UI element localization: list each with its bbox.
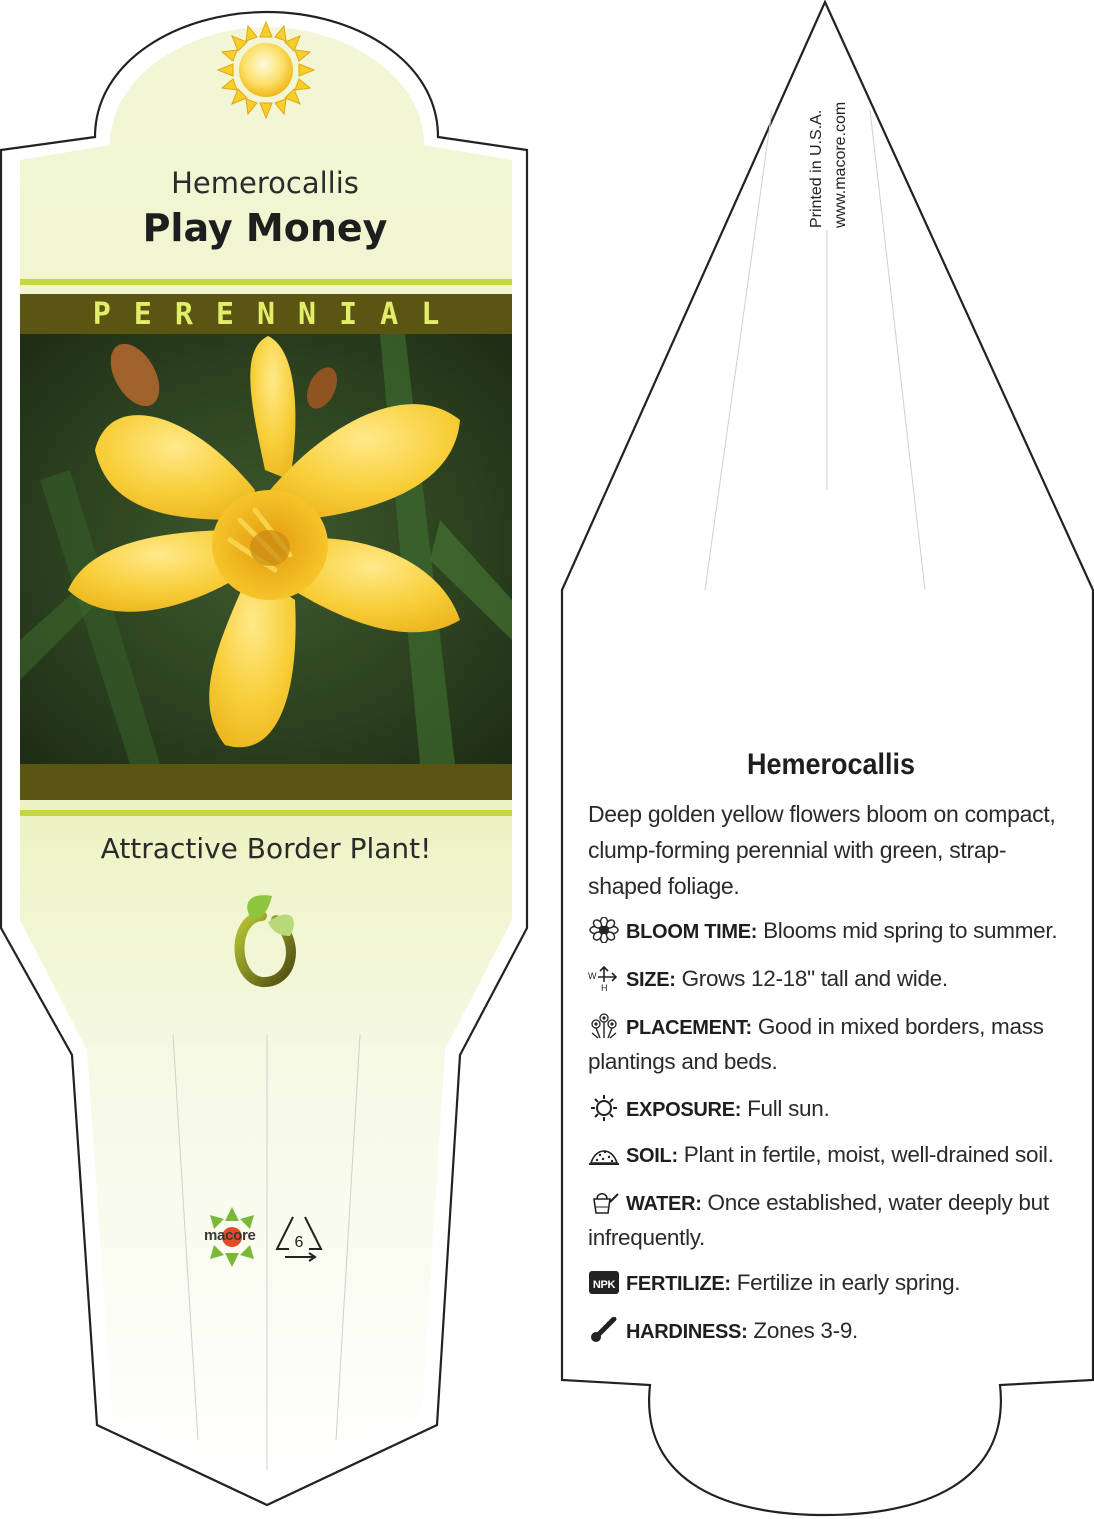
recycle-code: 6 bbox=[294, 1234, 304, 1251]
back-title: Hemerocallis bbox=[746, 748, 916, 781]
soil-label: SOIL: bbox=[626, 1145, 678, 1167]
info-soil bbox=[588, 1138, 1073, 1173]
water-label: WATER: bbox=[626, 1193, 702, 1215]
bottom-stripe bbox=[20, 810, 512, 816]
fertilize-label: FERTILIZE: bbox=[626, 1273, 731, 1295]
soil-value: Plant in fertile, moist, well-drained soil. bbox=[683, 1142, 1054, 1167]
info-fertilize bbox=[588, 1266, 1073, 1301]
website-label: www.macore.com bbox=[832, 101, 849, 228]
info-water bbox=[588, 1186, 1073, 1255]
fertilize-value: Fertilize in early spring. bbox=[736, 1270, 961, 1295]
hardiness-value: Zones 3-9. bbox=[753, 1318, 858, 1343]
front-genus-title: Hemerocallis bbox=[171, 166, 359, 200]
size-arrows-icon bbox=[588, 965, 620, 991]
bloom-time-value: Blooms mid spring to summer. bbox=[763, 918, 1058, 943]
npk-text: NPK bbox=[592, 1279, 616, 1291]
front-cultivar-title: Play Money bbox=[142, 206, 388, 250]
exposure-label: EXPOSURE: bbox=[626, 1099, 742, 1121]
placement-label: PLACEMENT: bbox=[626, 1017, 752, 1039]
water-value: Once established, water deeply but infrequently. bbox=[588, 1190, 1049, 1250]
brand-name: macore bbox=[204, 1227, 256, 1244]
size-icon-h: H bbox=[601, 983, 608, 991]
watering-can-icon bbox=[588, 1189, 620, 1215]
exposure-value: Full sun. bbox=[747, 1096, 830, 1121]
top-stripe bbox=[20, 279, 512, 285]
flower-icon bbox=[588, 917, 620, 943]
bottom-band bbox=[20, 764, 512, 800]
info-exposure bbox=[588, 1092, 1073, 1127]
placement-flowers-icon bbox=[588, 1013, 620, 1039]
bloom-time-label: BLOOM TIME: bbox=[626, 921, 758, 943]
front-tagline: Attractive Border Plant! bbox=[100, 832, 432, 865]
printed-in-label: Printed in U.S.A. bbox=[808, 109, 825, 228]
size-value: Grows 12-18" tall and wide. bbox=[681, 966, 948, 991]
size-icon-w: W bbox=[588, 971, 597, 981]
info-size bbox=[588, 962, 1073, 997]
placement-value: Good in mixed borders, mass plantings and beds. bbox=[588, 1014, 1044, 1074]
size-label: SIZE: bbox=[626, 969, 676, 991]
sun-icon bbox=[218, 22, 314, 118]
info-placement bbox=[588, 1010, 1073, 1079]
sun-outline-icon bbox=[588, 1095, 620, 1121]
soil-mound-icon bbox=[588, 1141, 620, 1167]
info-hardiness bbox=[588, 1314, 1073, 1349]
info-bloom-time bbox=[588, 914, 1073, 949]
thermometer-icon bbox=[588, 1317, 620, 1343]
daylily-photo bbox=[20, 334, 512, 764]
plant-description: Deep golden yellow flowers bloom on compact, clump-forming perennial with green, strap-shaped foliage. bbox=[588, 801, 1056, 899]
npk-bag-icon bbox=[588, 1269, 620, 1295]
hardiness-label: HARDINESS: bbox=[626, 1321, 748, 1343]
category-label: PERENNIAL bbox=[92, 297, 463, 332]
